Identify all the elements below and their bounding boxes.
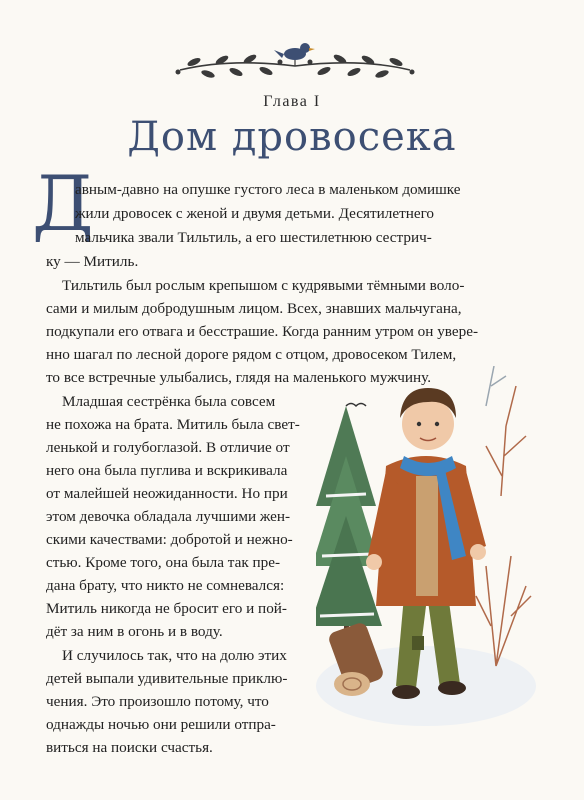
paragraph-2-line-5: то все встречные улыбались, глядя на маленького мужчину. <box>46 369 432 386</box>
paragraph-3-line-2: не похожа на брата. Митиль была свет- <box>46 416 300 433</box>
paragraph-1-line-2: жили дровосек с женой и двумя детьми. Десятилетнего <box>75 205 435 222</box>
paragraph-1-line-4: ку — Митиль. <box>46 253 139 270</box>
paragraph-1-line-1: авным-давно на опушке густого леса в маленьком домишке <box>75 181 461 198</box>
flying-bird-icon <box>346 404 366 407</box>
paragraph-4-line-2: детей выпали удивительные приклю- <box>46 670 288 687</box>
paragraph-2-line-2: сами и милым добродушным лицом. Всех, знавших мальчугана, <box>46 300 462 317</box>
boy-in-winter-forest-illustration <box>316 366 536 726</box>
drop-cap: Д <box>32 159 94 248</box>
paragraph-3-line-6: этом девочка обладала лучшими жен- <box>46 508 291 525</box>
paragraph-4-line-1: И случилось так, что на долю этих <box>62 647 287 664</box>
paragraph-3-line-4: него она была пуглива и вскрикивала <box>46 462 288 479</box>
paragraph-2-line-3: подкупали его отвага и бесстрашие. Когда ранним утром он увере- <box>46 323 479 340</box>
paragraph-4-line-5: виться на поиски счастья. <box>46 739 213 756</box>
paragraph-3-line-3: ленькой и голубоглазой. В отличие от <box>46 439 290 456</box>
chapter-number: Глава I <box>263 93 321 110</box>
paragraph-4-line-4: однажды ночью они решили отпра- <box>46 716 276 733</box>
paragraph-3-line-8: стью. Кроме того, она была так пре- <box>46 554 281 571</box>
paragraph-2-line-4: нно шагал по лесной дороге рядом с отцом, дровосеком Тилем, <box>46 346 457 363</box>
paragraph-3-line-1: Младшая сестрёнка была совсем <box>62 393 276 410</box>
paragraph-2-line-1: Тильтиль был рослым крепышом с кудрявыми тёмными воло- <box>62 277 465 294</box>
bird-on-branch-icon <box>170 32 420 84</box>
paragraph-3-line-10: Митиль никогда не бросит его и пой- <box>46 600 287 617</box>
paragraph-3-line-5: от малейшей неожиданности. Но при <box>46 485 288 502</box>
paragraph-4-line-3: чения. Это произошло потому, что <box>46 693 269 710</box>
paragraph-3-line-7: скими качествами: добротой и нежно- <box>46 531 293 548</box>
chapter-title: Дом дровосека <box>127 114 457 160</box>
paragraph-1-line-3: мальчика звали Тильтиль, а его шестилетнюю сестрич- <box>75 229 432 246</box>
paragraph-3-line-9: дана брату, что никто не сомневался: <box>46 577 285 594</box>
bare-bush-icon <box>476 386 531 666</box>
paragraph-3-line-11: дёт за ним в огонь и в воду. <box>46 623 223 640</box>
fir-tree-icon <box>316 406 382 646</box>
